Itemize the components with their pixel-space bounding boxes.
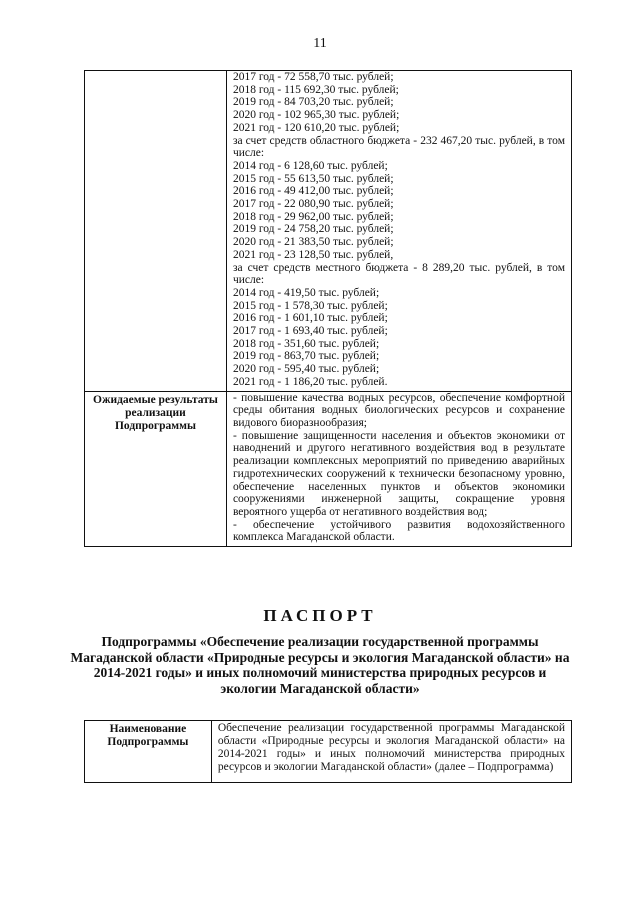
funding-line: 2020 год - 595,40 тыс. рублей; <box>232 363 380 376</box>
funding-line: 2019 год - 84 703,20 тыс. рублей; <box>232 96 394 109</box>
name-table <box>84 720 572 783</box>
funding-line: 2017 год - 72 558,70 тыс. рублей; <box>232 71 394 83</box>
funding-line: 2017 год - 1 693,40 тыс. рублей; <box>232 325 388 338</box>
funding-line: 2020 год - 21 383,50 тыс. рублей; <box>232 236 394 249</box>
funding-line: 2018 год - 351,60 тыс. рублей; <box>232 337 380 350</box>
expected-results-label: Ожидаемые результаты реализации Подпрограммы <box>93 393 218 432</box>
funding-line: 2018 год - 115 692,30 тыс. рублей; <box>232 83 399 96</box>
funding-content-cell <box>226 71 571 392</box>
name-label: Наименование Подпрограммы <box>107 723 189 748</box>
funding-line: 2019 год - 863,70 тыс. рублей; <box>232 350 380 363</box>
funding-line: 2014 год - 419,50 тыс. рублей; <box>232 286 380 299</box>
funding-line: 2015 год - 1 578,30 тыс. рублей; <box>232 299 388 312</box>
funding-line: 2016 год - 1 601,10 тыс. рублей; <box>232 312 388 325</box>
name-value-cell: Обеспечение реализации государственной программы Магаданской области «Природные ресурсы и экология Магаданской области» на 2014-2021 годы» и иных полномочий министерства природных ресурсов и экологии Магаданской области» (далее – Подпрограмма) <box>211 721 571 783</box>
funding-line: 2016 год - 49 412,00 тыс. рублей; <box>232 185 394 198</box>
expected-results-row <box>85 391 572 546</box>
funding-line: 2015 год - 55 613,50 тыс. рублей; <box>232 172 394 185</box>
funding-line: 2019 год - 24 758,20 тыс. рублей; <box>232 223 394 236</box>
funding-line: за счет средств областного бюджета - 232 467,20 тыс. рублей, в том числе: <box>232 134 565 160</box>
funding-line: 2021 год - 1 186,20 тыс. рублей. <box>232 375 388 388</box>
funding-table <box>84 70 572 547</box>
funding-label-cell <box>85 71 227 392</box>
funding-line: 2018 год - 29 962,00 тыс. рублей; <box>232 210 394 223</box>
passport-title: ПАСПОРТ <box>263 606 377 625</box>
funding-line: 2014 год - 6 128,60 тыс. рублей; <box>232 159 388 172</box>
expected-result-item: - повышение качества водных ресурсов, обеспечение комфортной среды обитания водных биологических ресурсов и сохранение видового биоразнообразия; <box>232 391 565 429</box>
funding-row <box>85 71 572 392</box>
funding-line: 2020 год - 102 965,30 тыс. рублей; <box>232 109 400 122</box>
expected-result-item: - обеспечение устойчивого развития водохозяйственного комплекса Магаданской области. <box>232 518 565 544</box>
expected-results-content-cell <box>226 391 571 546</box>
funding-line: 2017 год - 22 080,90 тыс. рублей; <box>232 198 394 211</box>
expected-result-item: - повышение защищенности населения и объектов экономики от наводнений и другого негативного воздействия вод в результате реализации комплексных мероприятий по приведению аварийных гидротехнических сооружений к технически безопасному уровню, обеспечение населенных пунктов и объектов экономики сооружениями инженерной защиты, сокращение уровня вероятного ущерба от негативного воздействия вод; <box>232 429 565 518</box>
funding-line: за счет средств местного бюджета - 8 289,20 тыс. рублей, в том числе: <box>232 261 565 287</box>
passport-subtitle: Подпрограммы «Обеспечение реализации государственной программы Магаданской области «Природные ресурсы и экология Магаданской области» на 2014-2021 годы» и иных полномочий министерства природных ресурсов и экологии Магаданской области» <box>70 634 570 696</box>
funding-line: 2021 год - 23 128,50 тыс. рублей, <box>232 248 394 261</box>
funding-line: 2021 год - 120 610,20 тыс. рублей; <box>232 121 400 134</box>
name-row <box>85 721 572 783</box>
name-label-cell <box>85 721 212 783</box>
page-number: 11 <box>313 36 327 51</box>
expected-results-label-cell <box>85 391 227 546</box>
